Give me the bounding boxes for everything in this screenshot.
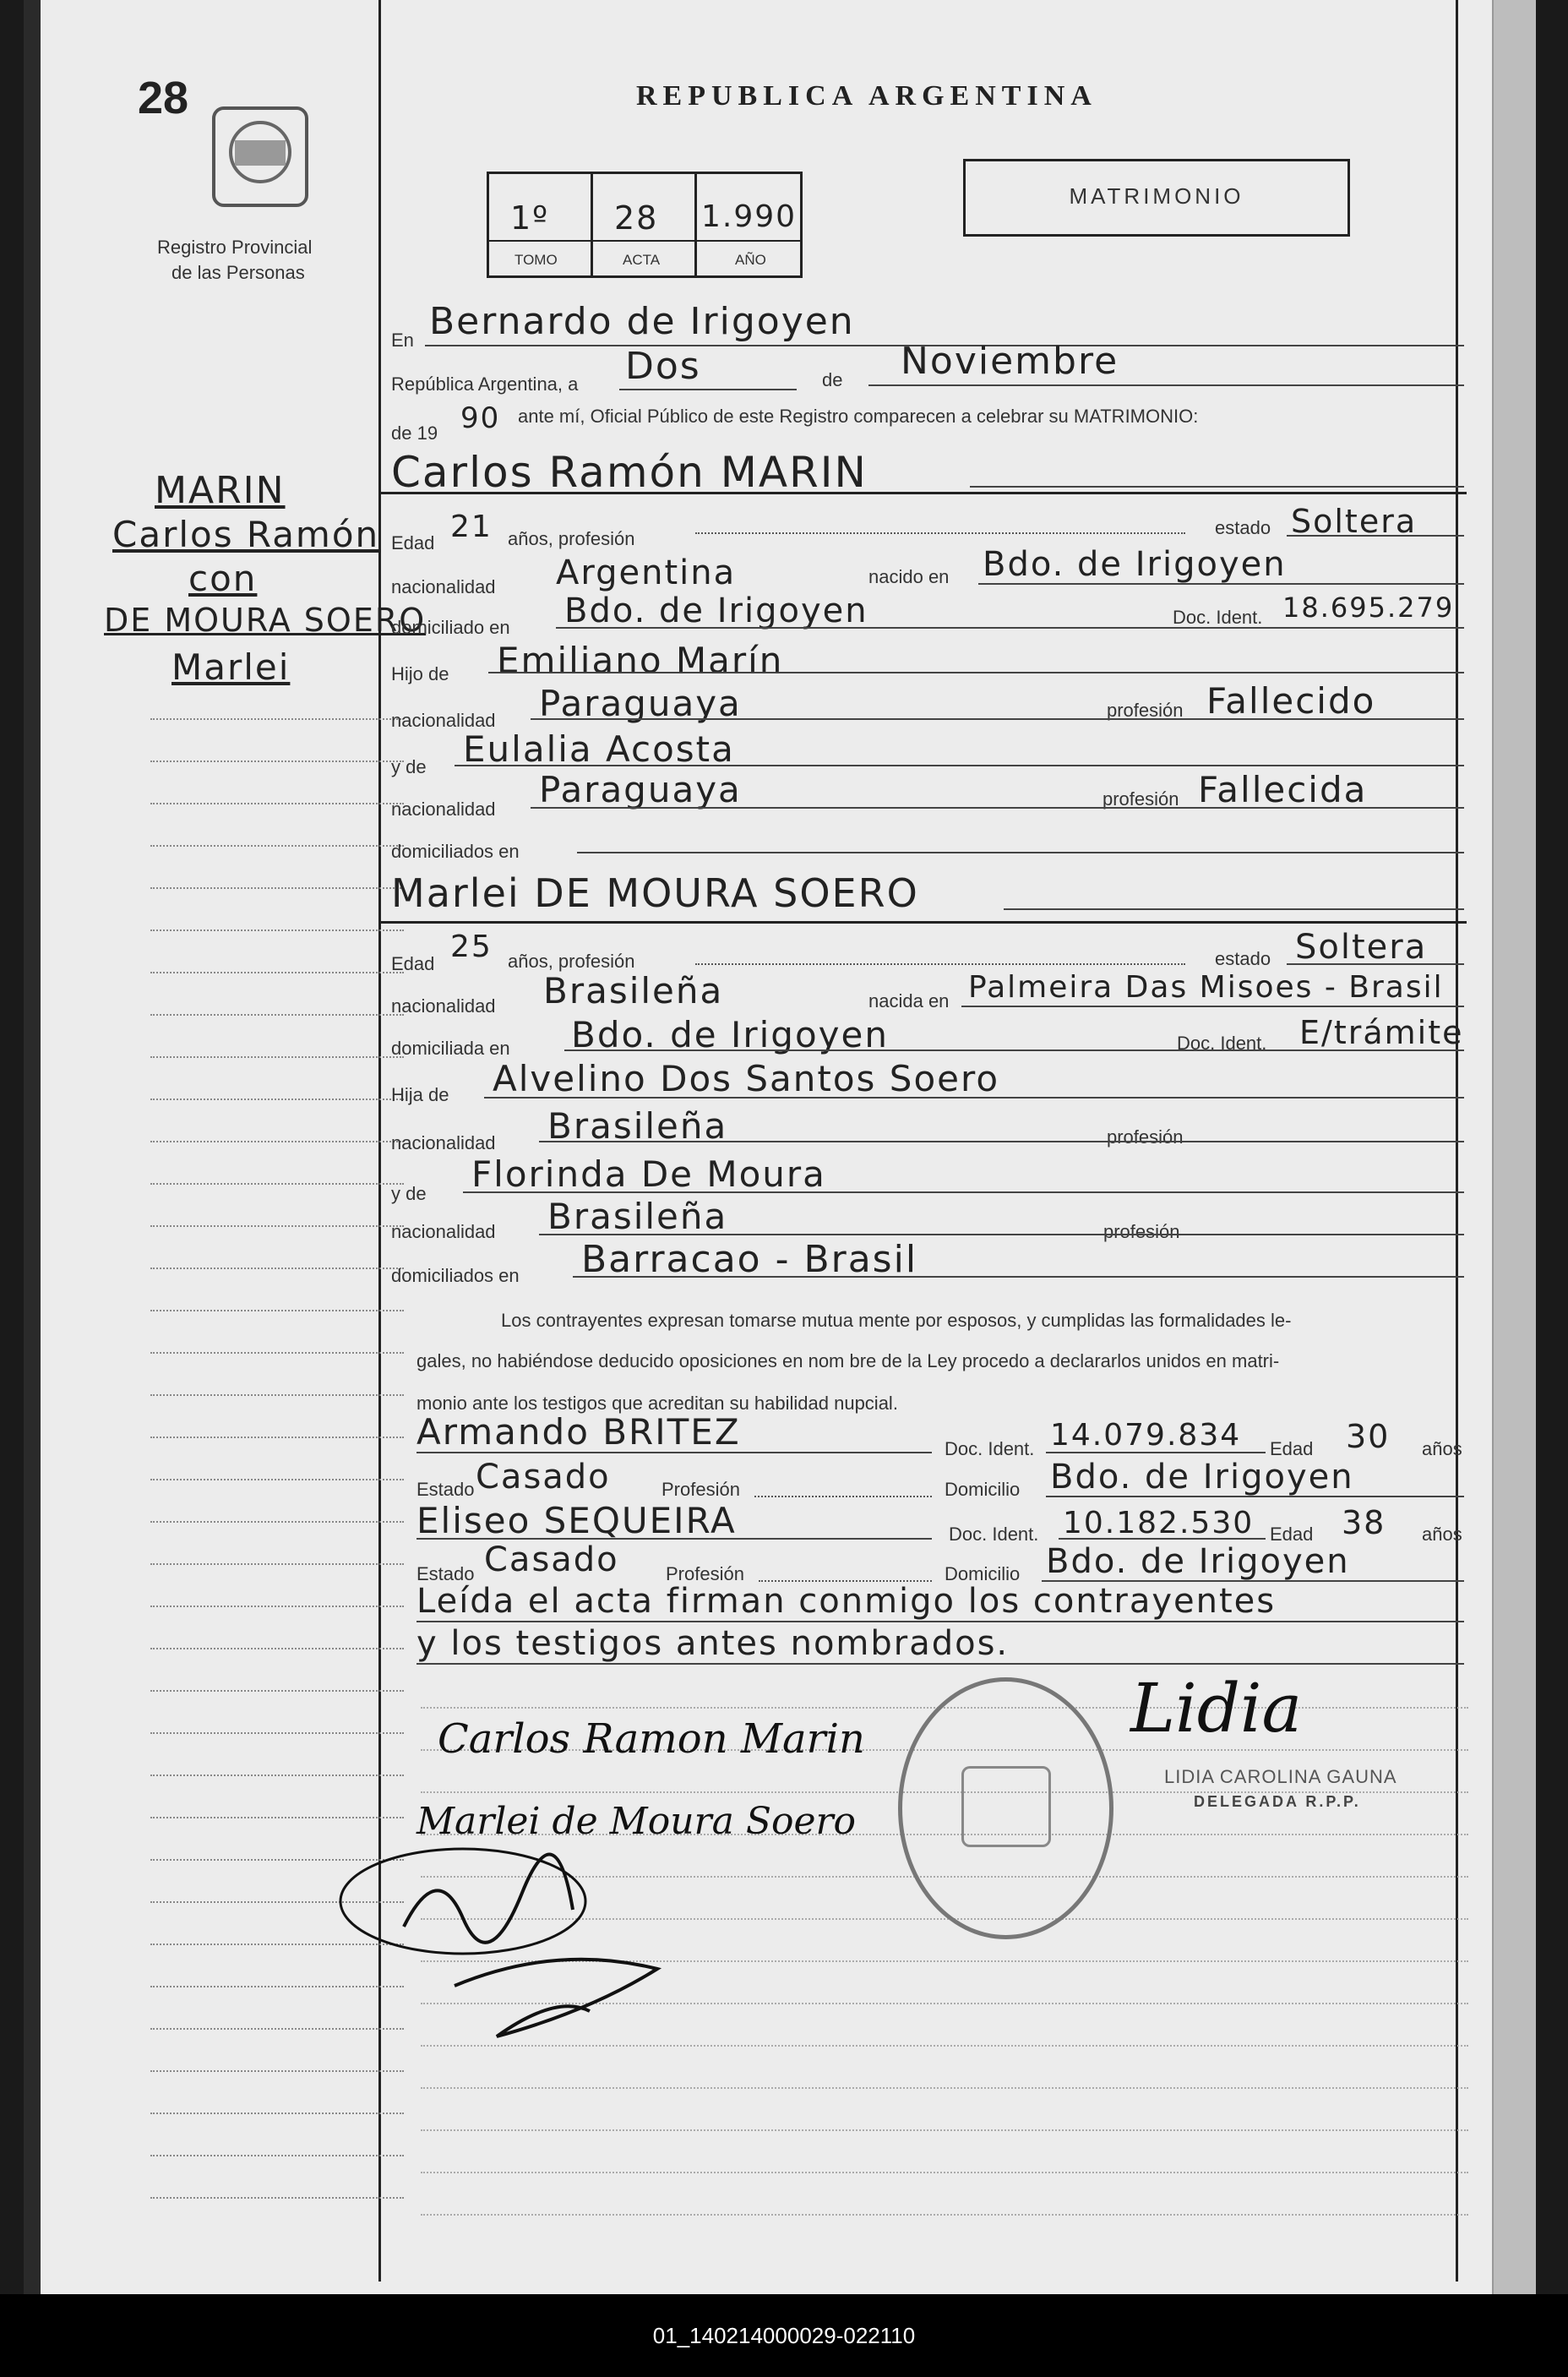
marriage-place: Bernardo de Irigoyen: [429, 300, 855, 343]
ano-cell: [697, 174, 800, 275]
bride-estado: Soltera: [1295, 928, 1428, 967]
intro-text: ante mí, Oficial Público de este Registro comparecen a celebrar su MATRIMONIO:: [518, 406, 1199, 427]
bride-father-nat: Brasileña: [547, 1105, 728, 1147]
margin-bride-given: Marlei: [172, 646, 291, 688]
republica-label: República Argentina, a: [391, 373, 579, 395]
bride-signature: Marlei de Moura Soero: [416, 1800, 857, 1843]
year-label: de 19: [391, 423, 438, 444]
reference-table: [487, 172, 803, 278]
witness1-age: 30: [1346, 1418, 1391, 1455]
groom-dom-label: domiciliado en: [391, 617, 510, 638]
bride-hija-label: Hija de: [391, 1084, 449, 1105]
margin-surname: MARIN: [155, 469, 286, 512]
groom-mother-prof: Fallecida: [1198, 769, 1368, 810]
groom-mother-prof-label: profesión: [1102, 788, 1179, 810]
record-type-box: [963, 159, 1350, 237]
bride-doc: E/trámite: [1299, 1014, 1464, 1051]
tomo-value: 1º: [510, 199, 550, 237]
witness-signatures: [336, 1842, 742, 2070]
groom-parents-dom-label: domiciliados en: [391, 841, 520, 862]
marriage-month: Noviembre: [901, 340, 1119, 383]
witness2-estado-label: Estado: [416, 1563, 475, 1584]
groom-father-nat: Paraguaya: [539, 683, 742, 724]
page-number: 28: [138, 73, 189, 123]
groom-mother-nat-label: nacionalidad: [391, 799, 496, 820]
official-stamp: [898, 1677, 1113, 1939]
witness2-doc-label: Doc. Ident.: [949, 1524, 1039, 1545]
bride-mother-nat: Brasileña: [547, 1196, 728, 1237]
bride-anos-label: años, profesión: [508, 951, 635, 972]
bride-estado-label: estado: [1215, 948, 1271, 969]
groom-age: 21: [450, 510, 493, 544]
groom-father: Emiliano Marín: [497, 640, 784, 681]
groom-edad-label: Edad: [391, 532, 435, 553]
acta-cell: [593, 174, 697, 275]
groom-father-prof-label: profesión: [1107, 700, 1184, 721]
book-spine: [24, 0, 41, 2294]
groom-mother: Eulalia Acosta: [463, 728, 735, 770]
groom-father-nat-label: nacionalidad: [391, 710, 496, 731]
witness2-age: 38: [1342, 1504, 1386, 1541]
page-edge: [1492, 0, 1536, 2294]
witness2-anos-label: años: [1422, 1524, 1462, 1545]
groom-nacido-label: nacido en: [868, 566, 950, 587]
witness2-dom-label: Domicilio: [945, 1563, 1021, 1584]
groom-estado-label: estado: [1215, 517, 1271, 538]
declaration-line2: gales, no habiéndose deducido oposiciones en nom bre de la Ley procedo a declararlos unidos en matri-: [416, 1350, 1280, 1371]
bride-father-nat-label: nacionalidad: [391, 1132, 496, 1153]
acta-label: ACTA: [623, 252, 661, 268]
witness1-anos-label: años: [1422, 1438, 1462, 1459]
witness1-doc-label: Doc. Ident.: [945, 1438, 1035, 1459]
bride-mother: Florinda De Moura: [471, 1153, 826, 1195]
bride-parents-dom-label: domiciliados en: [391, 1265, 520, 1286]
groom-hijo-label: Hijo de: [391, 663, 449, 684]
bride-doc-label: Doc. Ident.: [1177, 1033, 1267, 1054]
tomo-label: TOMO: [514, 252, 558, 268]
year-suffix: 90: [460, 401, 501, 435]
bride-name: Marlei DE MOURA SOERO: [391, 870, 919, 916]
bride-nationality: Brasileña: [543, 970, 724, 1011]
bride-nacida-label: nacida en: [868, 990, 950, 1011]
margin-given: Carlos Ramón: [112, 514, 380, 555]
bride-birthplace: Palmeira Das Misoes - Brasil: [968, 970, 1444, 1005]
witness1-estado: Casado: [476, 1458, 611, 1497]
declaration-line1: Los contrayentes expresan tomarse mutua mente por esposos, y cumplidas las formalidades le-: [501, 1310, 1292, 1331]
witness2-domicile: Bdo. de Irigoyen: [1046, 1542, 1350, 1581]
witness2-estado: Casado: [484, 1540, 619, 1579]
country-title: REPUBLICA ARGENTINA: [636, 80, 1097, 112]
declaration-line3: monio ante los testigos que acreditan su habilidad nupcial.: [416, 1393, 898, 1414]
document-page: [24, 0, 1536, 2294]
witness2-profesion-label: Profesión: [666, 1563, 744, 1584]
official-title: DELEGADA R.P.P.: [1194, 1793, 1361, 1810]
witness1-dom-label: Domicilio: [945, 1479, 1021, 1500]
groom-father-prof: Fallecido: [1206, 680, 1376, 722]
bride-dom-label: domiciliada en: [391, 1038, 510, 1059]
marriage-day: Dos: [625, 345, 701, 388]
witness1-domicile: Bdo. de Irigoyen: [1050, 1458, 1354, 1497]
groom-birthplace: Bdo. de Irigoyen: [983, 545, 1287, 584]
bride-yde-label: y de: [391, 1183, 427, 1204]
bride-mother-prof-label: profesión: [1103, 1221, 1180, 1242]
bride-parents-domicile: Barracao - Brasil: [581, 1238, 918, 1281]
witness1-profesion-label: Profesión: [662, 1479, 740, 1500]
registry-logo: [197, 100, 324, 218]
bride-father: Alvelino Dos Santos Soero: [493, 1058, 1000, 1099]
registry-line1: Registro Provincial: [157, 237, 313, 258]
witness1-edad-label: Edad: [1270, 1438, 1314, 1459]
witness1-estado-label: Estado: [416, 1479, 475, 1500]
witness1-doc: 14.079.834: [1050, 1418, 1242, 1453]
margin-con: con: [188, 558, 258, 599]
official-signature: Lidia: [1130, 1669, 1303, 1747]
acta-value: 28: [614, 199, 659, 237]
ano-value: 1.990: [701, 199, 798, 234]
witness2-name: Eliseo SEQUEIRA: [416, 1500, 737, 1541]
groom-domicile: Bdo. de Irigoyen: [564, 592, 868, 630]
groom-doc: 18.695.279: [1282, 592, 1455, 624]
groom-anos-label: años, profesión: [508, 528, 635, 549]
groom-signature: Carlos Ramon Marin: [438, 1715, 865, 1763]
de-label: de: [822, 369, 843, 390]
groom-mother-nat: Paraguaya: [539, 769, 742, 810]
closing-line2: y los testigos antes nombrados.: [416, 1624, 1010, 1663]
tomo-cell: [489, 174, 593, 275]
groom-yde-label: y de: [391, 756, 427, 777]
bride-edad-label: Edad: [391, 953, 435, 974]
witness2-edad-label: Edad: [1270, 1524, 1314, 1545]
witness2-doc: 10.182.530: [1063, 1506, 1255, 1540]
groom-doc-label: Doc. Ident.: [1173, 607, 1263, 628]
ano-label: AÑO: [735, 252, 766, 268]
bride-father-prof-label: profesión: [1107, 1126, 1184, 1148]
record-type: MATRIMONIO: [1069, 183, 1244, 209]
bride-domicile: Bdo. de Irigoyen: [571, 1014, 889, 1055]
margin-bride-surname: DE MOURA SOERO: [104, 602, 427, 639]
bride-nat-label: nacionalidad: [391, 995, 496, 1017]
en-label: En: [391, 330, 414, 351]
groom-nat-label: nacionalidad: [391, 576, 496, 597]
image-id-footer: 01_140214000029-022110: [0, 2294, 1568, 2377]
groom-nationality: Argentina: [556, 553, 737, 592]
witness1-name: Armando BRITEZ: [416, 1411, 741, 1453]
groom-name: Carlos Ramón MARIN: [391, 448, 868, 497]
closing-line1: Leída el acta firman conmigo los contrayentes: [416, 1582, 1277, 1621]
official-name: LIDIA CAROLINA GAUNA: [1164, 1766, 1397, 1787]
bride-mother-nat-label: nacionalidad: [391, 1221, 496, 1242]
bride-age: 25: [450, 930, 493, 964]
registry-line2: de las Personas: [172, 262, 305, 283]
groom-estado: Soltera: [1291, 503, 1418, 540]
